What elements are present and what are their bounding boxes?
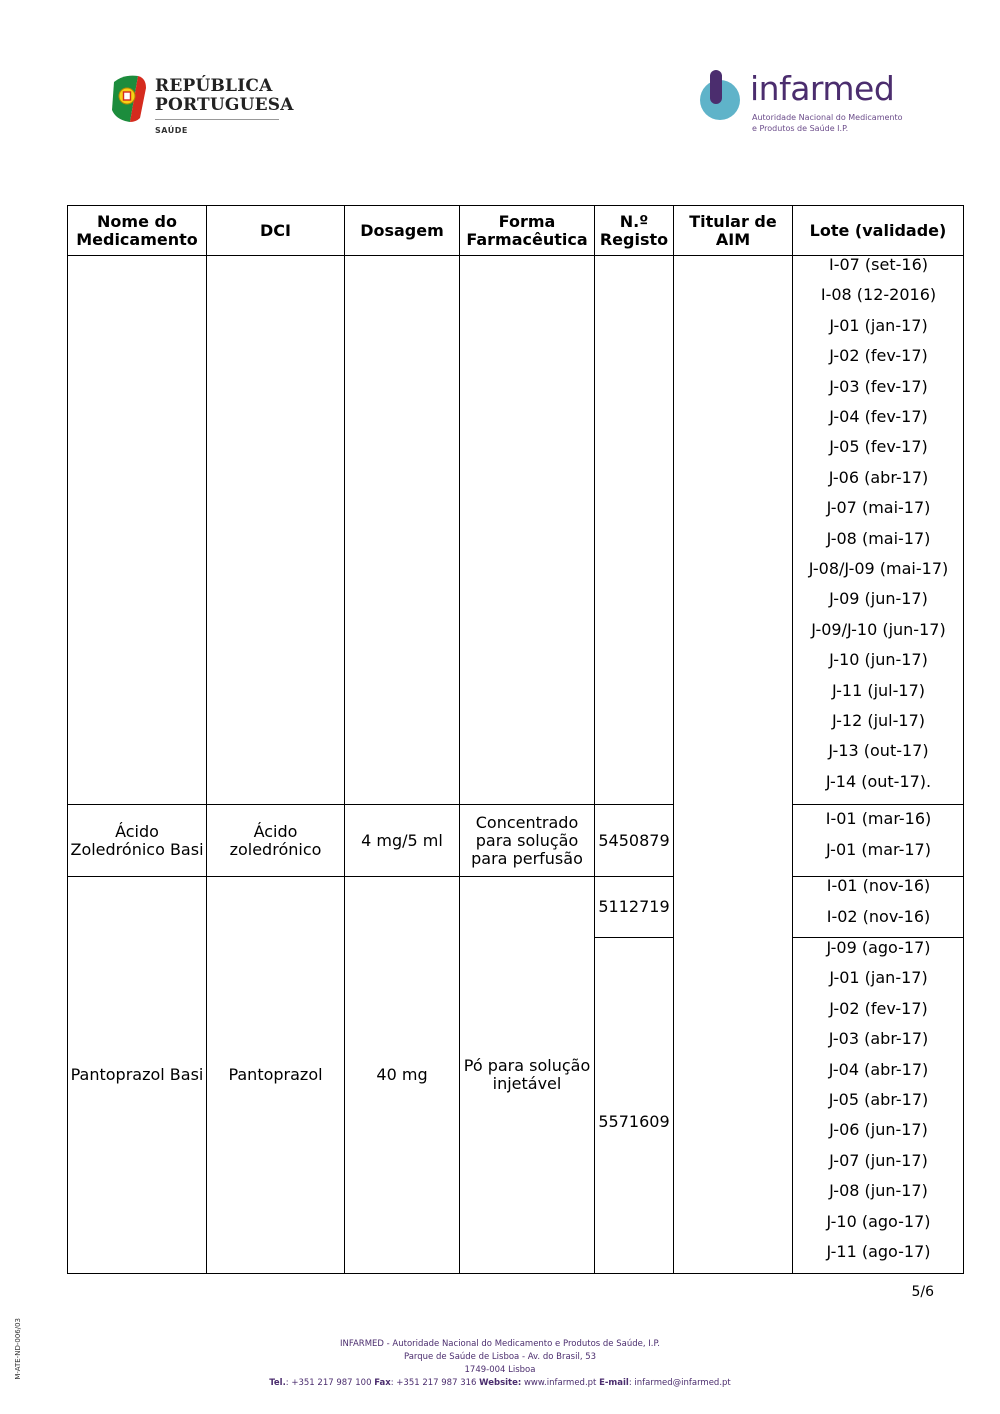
lot-entry: J-13 (out-17) (828, 741, 929, 761)
portugal-flag-icon (110, 74, 148, 124)
panto-dosagem: 40 mg (376, 1065, 428, 1084)
lot-entry: I-08 (12-2016) (820, 285, 937, 305)
lot-entry: J-03 (abr-17) (828, 1029, 929, 1049)
panto-registo-1-cell (594, 876, 674, 938)
col-header-registo (594, 205, 674, 256)
lot-entry: J-06 (abr-17) (828, 467, 929, 487)
lot-entry: J-03 (fev-17) (829, 376, 928, 396)
lot-entry: J-09 (jun-17) (829, 589, 928, 609)
acido-dosagem-cell (344, 804, 460, 877)
col-header-titular (673, 205, 793, 256)
infarmed-logo (696, 68, 906, 140)
lot-entry: J-07 (mai-17) (826, 498, 931, 518)
lot-entry: J-09/J-10 (jun-17) (811, 619, 946, 639)
republica-sub: SAÚDE (155, 126, 188, 135)
fax-label: Fax (374, 1378, 391, 1388)
acido-dosagem: 4 mg/5 ml (361, 830, 443, 850)
acido-forma-cell (459, 804, 595, 877)
lot-entry: I-01 (nov-16) (826, 876, 931, 895)
panto-registo-2: 5571609 (598, 1111, 670, 1131)
lot-entry: J-11 (ago-17) (826, 1242, 931, 1261)
lot-entry: J-12 (jul-17) (831, 711, 925, 730)
lot-entry: J-10 (ago-17) (826, 1211, 931, 1231)
panto-forma: Pó para solução injetável (463, 1056, 591, 1093)
col-header-lote (792, 205, 964, 256)
lot-entry: J-05 (abr-17) (828, 1090, 929, 1109)
panto-nome-cell (67, 876, 207, 1274)
lot-entry: J-02 (fev-17) (829, 998, 928, 1018)
footer-contacts (0, 1377, 1000, 1390)
panto-nome: Pantoprazol Basi (70, 1065, 204, 1084)
lot-entry: J-02 (fev-17) (829, 346, 928, 366)
acido-nome: Ácido Zoledrónico Basi (70, 821, 204, 859)
continued-forma-cell (459, 255, 595, 805)
panto-dci: Pantoprazol (228, 1065, 323, 1084)
lot-entry: J-04 (fev-17) (829, 407, 928, 426)
republica-line2: PORTUGUESA (155, 95, 294, 115)
lot-entry: J-05 (fev-17) (829, 437, 928, 457)
lot-entry: J-08 (jun-17) (829, 1181, 928, 1201)
continued-registo-cell (594, 255, 674, 805)
republica-line1: REPÚBLICA (155, 76, 273, 96)
infarmed-wordmark: infarmed (750, 69, 895, 108)
continued-nome-cell (67, 255, 207, 805)
lot-entry: J-14 (out-17). (825, 771, 932, 791)
tel-label: Tel. (269, 1378, 286, 1388)
col-header-nome-text: Nome do Medicamento (76, 211, 198, 249)
col-header-dci (206, 205, 345, 256)
acido-registo-cell (594, 804, 674, 877)
website-link[interactable]: www.infarmed.pt (521, 1378, 597, 1388)
panto-dci-cell (206, 876, 345, 1274)
panto-registo-1: 5112719 (598, 897, 670, 916)
lot-entry: J-06 (jun-17) (829, 1120, 928, 1140)
infarmed-sub1: Autoridade Nacional do Medicamento (752, 113, 903, 122)
footer-line1: INFARMED - Autoridade Nacional do Medicamento e Produtos de Saúde, I.P. (340, 1339, 660, 1349)
infarmed-sub2: e Produtos de Saúde I.P. (752, 124, 849, 133)
panto-registo-2-cell (594, 937, 674, 1274)
lot-entry: J-04 (abr-17) (828, 1059, 929, 1079)
col-header-titular-text: Titular de AIM (689, 211, 777, 249)
continued-dosagem-cell (344, 255, 460, 805)
lot-entry: J-08 (mai-17) (826, 528, 931, 548)
col-header-lote-text: Lote (validade) (809, 220, 947, 240)
lot-entry: J-09 (ago-17) (826, 938, 931, 957)
col-header-registo-text: N.º Registo (599, 211, 669, 249)
email-label: E-mail (599, 1378, 629, 1388)
footer-line3: 1749-004 Lisboa (464, 1365, 536, 1375)
acido-dci-cell (206, 804, 345, 877)
panto-dosagem-cell (344, 876, 460, 1274)
lot-entry: I-07 (set-16) (828, 255, 928, 274)
republica-portuguesa-logo (110, 72, 294, 138)
acido-dci: Ácido zoledrónico (229, 821, 322, 859)
col-header-dosagem-text: Dosagem (360, 220, 444, 240)
lot-entry: J-01 (mar-17) (826, 839, 931, 859)
col-header-dosagem (344, 205, 460, 256)
col-header-forma (459, 205, 595, 256)
continued-dci-cell (206, 255, 345, 805)
acido-forma: Concentrado para solução para perfusão (471, 812, 583, 868)
page-number: 5/6 (911, 1284, 934, 1300)
document-code: M-ATE-ND-006/03 (14, 1318, 22, 1380)
website-label: Website: (479, 1378, 522, 1388)
footer (0, 1338, 1000, 1390)
lot-entry: J-10 (jun-17) (829, 650, 928, 670)
tel-value: : +351 217 987 100 (285, 1378, 372, 1388)
logo-divider (155, 119, 279, 120)
panto-forma-cell (459, 876, 595, 1274)
lot-entry: J-07 (jun-17) (829, 1150, 928, 1170)
email-link[interactable]: : infarmed@infarmed.pt (628, 1378, 731, 1388)
titular-cell (673, 255, 793, 1274)
lot-entry: I-02 (nov-16) (826, 906, 931, 926)
col-header-forma-text: Forma Farmacêutica (466, 211, 588, 249)
fax-value: : +351 217 987 316 (390, 1378, 477, 1388)
lot-entry: J-08/J-09 (mai-17) (808, 559, 949, 578)
acido-nome-cell (67, 804, 207, 877)
footer-line2: Parque de Saúde de Lisboa - Av. do Brasil, 53 (403, 1352, 597, 1362)
lot-entry: J-11 (jul-17) (831, 680, 925, 700)
infarmed-drop-icon (696, 70, 746, 122)
lot-entry: I-01 (mar-16) (825, 809, 932, 828)
col-header-nome (67, 205, 207, 256)
lot-entry: J-01 (jan-17) (829, 315, 928, 335)
col-header-dci-text: DCI (260, 220, 291, 240)
acido-registo: 5450879 (598, 830, 670, 850)
lot-entry: J-01 (jan-17) (829, 968, 928, 988)
